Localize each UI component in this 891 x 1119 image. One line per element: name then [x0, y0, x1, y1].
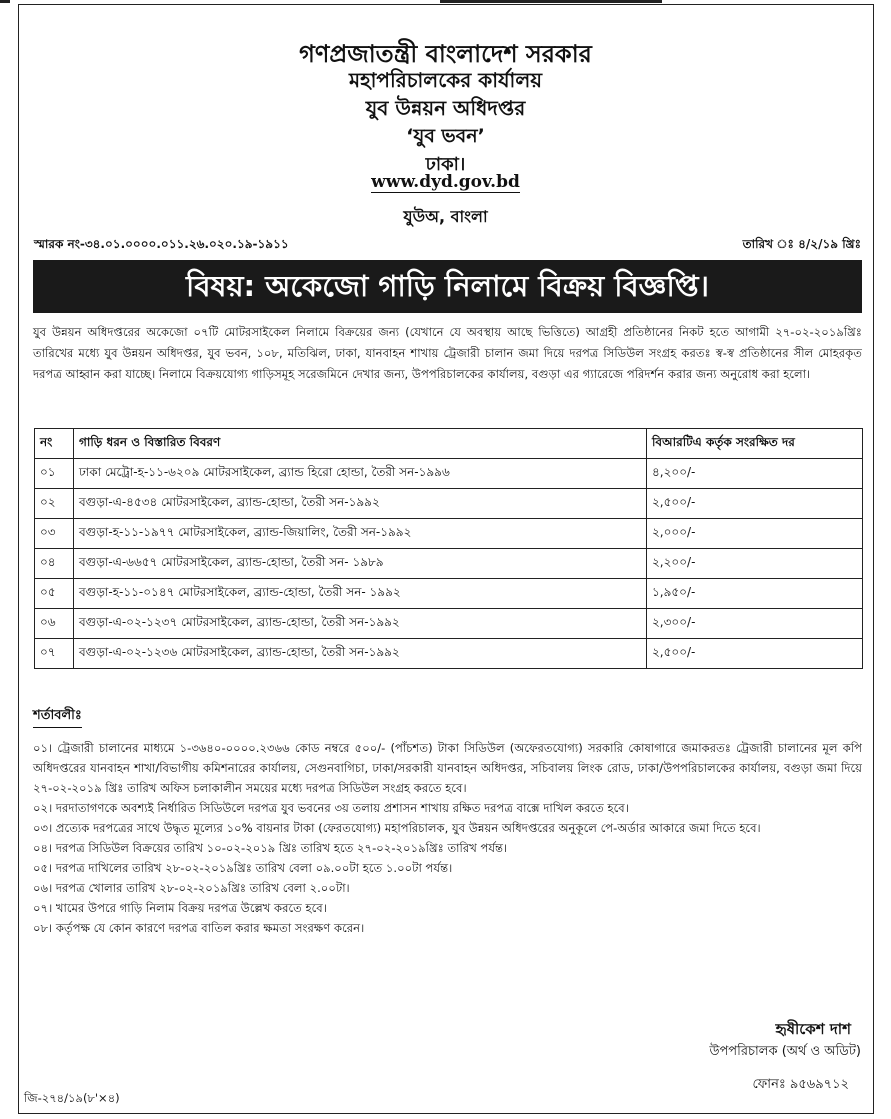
table-row — [35, 609, 863, 639]
condition-item: ০৬। দরপত্র খোলার তারিখ ২৮-০২-২০১৯খ্রিঃ তারিখ বেলা ২.০০টা। — [33, 881, 350, 895]
signatory-phone: ফোনঃ ৯৫৬৯৭১২ — [752, 1077, 849, 1092]
header-description: গাড়ি ধরন ও বিস্তারিত বিবরণ — [74, 429, 647, 459]
row-description: বগুড়া-এ-৬৬৫৭ মোটরসাইকেল, ব্র্যান্ড-হোন্ডা, তৈরী সন- ১৯৮৯ — [74, 549, 647, 579]
subject-banner: বিষয়: অকেজো গাড়ি নিলামে বিক্রয় বিজ্ঞপ্তি। — [33, 260, 862, 313]
table-row — [35, 489, 863, 519]
row-serial: ০২ — [35, 489, 74, 519]
condition-item: ০১। ট্রেজারী চালানের মাধ্যমে ১-৩৬৪০-০০০০.২৩৬৬ কোড নম্বরে ৫০০/- (পাঁচশত) টাকা সিডিউল (অফেরতযোগ্য) সরকারি কোষাগারে জমাকরতঃ ট্রেজারী চালানের মূল কপি অধিদপ্তরের যানবাহন শাখা/বিভাগীয় কমিশনারের কার্যালয়, সেগুনবাগিচা, ঢাকা/সরকারী যানবাহন অধিদপ্তর, সচিবালয় লিংক রোড, ঢাকা/উপপরিচালকের কার্যালয়, বগুড়া জমা দিয়ে ২৭-০২-২০১৯ খ্রিঃ তারিখ অফিস চলাকালীন সময়ের মধ্যে দরপত্র সিডিউল সংগ্রহ করতে হবে। — [33, 741, 862, 795]
row-price: ৪,২০০/- — [647, 459, 863, 489]
condition-item: ০৮। কর্তৃপক্ষ যে কোন কারণে দরপত্র বাতিল করার ক্ষমতা সংরক্ষণ করেন। — [33, 921, 365, 935]
row-description: বগুড়া-এ-৪৫৩৪ মোটরসাইকেল, ব্র্যান্ড-হোন্ডা, তৈরী সন-১৯৯২ — [74, 489, 647, 519]
row-description: ঢাকা মেট্রো-হ-১১-৬২০৯ মোটরসাইকেল, ব্র্যান্ড হিরো হোন্ডা, তৈরী সন-১৯৯৬ — [74, 459, 647, 489]
print-code: জি-২৭৪/১৯(৮'×৪) — [24, 1091, 120, 1105]
table-row — [35, 459, 863, 489]
row-price: ২,০০০/- — [647, 519, 863, 549]
row-price: ১,৯৫০/- — [647, 579, 863, 609]
top-rule-left — [0, 0, 10, 3]
vehicle-table — [34, 428, 863, 669]
condition-item: ০৪। দরপত্র সিডিউল বিক্রয়ের তারিখ ১০-০২-২০১৯ খ্রিঃ তারিখ হতে ২৭-০২-২০১৯খ্রিঃ তারিখ পর্যন্ত। — [33, 841, 508, 855]
condition-item: ০৩। প্রত্যেক দরপত্রের সাথে উদ্ধৃত মূল্যের ১০% বায়নার টাকা (ফেরতযোগ্য) মহাপরিচালক, যুব উন্নয়ন অধিদপ্তরের অনুকূলে পে-অর্ডার আকারে জমা দিতে হবে। — [33, 821, 761, 835]
office-code: যুউঅ, বাংলা — [403, 207, 488, 226]
header-price: বিআরটিএ কর্তৃক সংরক্ষিত দর — [647, 429, 863, 459]
row-description: বগুড়া-এ-০২-১২৩৬ মোটরসাইকেল, ব্র্যান্ড-হোন্ডা, তৈরী সন-১৯৯২ — [74, 639, 647, 669]
table-row — [35, 519, 863, 549]
condition-item: ০২। দরদাতাগণকে অবশ্যই নির্ধারিত সিডিউলে দরপত্র যুব ভবনের ৩য় তলায় প্রশাসন শাখায় রক্ষিত দরপত্র বাক্সে দাখিল করতে হবে। — [33, 801, 629, 815]
row-serial: ০৩ — [35, 519, 74, 549]
row-price: ২,৫০০/- — [647, 639, 863, 669]
row-price: ২,২০০/- — [647, 549, 863, 579]
table-row — [35, 579, 863, 609]
table-header-row — [35, 429, 863, 459]
govt-title: গণপ্রজাতন্ত্রী বাংলাদেশ সরকার — [299, 40, 592, 68]
city-name: ঢাকা। — [425, 154, 466, 175]
website — [0, 172, 891, 192]
row-serial: ০১ — [35, 459, 74, 489]
row-description: বগুড়া-হ-১১-১৯৭৭ মোটরসাইকেল, ব্র্যান্ড-জিয়ালিং, তৈরী সন-১৯৯২ — [74, 519, 647, 549]
table-row — [35, 549, 863, 579]
memo-reference: স্মারক নং-৩৪.০১.০০০০.০১১.২৬.০২০.১৯-১৯১১ — [34, 237, 289, 251]
building-name: ‘যুব ভবন’ — [406, 125, 485, 147]
signatory-name: হৃষীকেশ দাশ — [775, 1020, 851, 1038]
condition-item: ০৫। দরপত্র দাখিলের তারিখ ২৮-০২-২০১৯খ্রিঃ তারিখ বেলা ০৯.০০টা হতে ১.০০টা পর্যন্ত। — [33, 861, 453, 875]
table-row — [35, 639, 863, 669]
conditions-list — [33, 738, 862, 938]
row-description: বগুড়া-হ-১১-০১৪৭ মোটরসাইকেল, ব্র্যান্ড-হোন্ডা, তৈরী সন- ১৯৯২ — [74, 579, 647, 609]
row-description: বগুড়া-এ-০২-১২৩৭ মোটরসাইকেল, ব্র্যান্ড-হোন্ডা, তৈরী সন-১৯৯২ — [74, 609, 647, 639]
row-serial: ০৬ — [35, 609, 74, 639]
signatory-designation: উপপরিচালক (অর্থ ও অডিট) — [709, 1044, 861, 1059]
department-title: যুব উন্নয়ন অধিদপ্তর — [365, 96, 526, 120]
top-rule-right — [440, 0, 662, 3]
intro-paragraph: যুব উন্নয়ন অধিদপ্তরের অকেজো ০৭টি মোটরসাইকেল নিলামে বিক্রয়ের জন্য (যেখানে যে অবস্থায় আছে ভিত্তিতে) আগ্রহী প্রতিষ্ঠানের নিকট হতে আগামী ২৭-০২-২০১৯খ্রিঃ তারিখের মধ্যে যুব উন্নয়ন অধিদপ্তর, যুব ভবন, ১০৮, মতিঝিল, ঢাকা, যানবাহন শাখায় ট্রেজারী চালান জমা দিয়ে দরপত্র সিডিউল সংগ্রহ করতঃ স্ব-স্ব প্রতিষ্ঠানের সীল মোহরকৃত দরপত্র আহ্বান করা যাচ্ছে। নিলামে বিক্রয়যোগ্য গাড়িসমূহ সরেজমিনে দেখার জন্য, উপপরিচালকের কার্যালয়, বগুড়া এর গ্যারেজে পরিদর্শন করার জন্য অনুরোধ করা হলো। — [33, 325, 862, 381]
row-price: ২,৩০০/- — [647, 609, 863, 639]
condition-item: ০৭। খামের উপরে গাড়ি নিলাম বিক্রয় দরপত্র উল্লেখ করতে হবে। — [33, 901, 327, 915]
header-serial: নং — [35, 429, 74, 459]
office-title: মহাপরিচালকের কার্যালয় — [349, 68, 542, 92]
website-link[interactable]: www.dyd.gov.bd — [371, 172, 520, 192]
row-serial: ০৫ — [35, 579, 74, 609]
row-price: ২,৫০০/- — [647, 489, 863, 519]
conditions-heading: শর্তাবলীঃ — [33, 706, 82, 728]
row-serial: ০৪ — [35, 549, 74, 579]
memo-date: তারিখ ঃ ৪/২/১৯ খ্রিঃ — [742, 237, 861, 251]
row-serial: ০৭ — [35, 639, 74, 669]
